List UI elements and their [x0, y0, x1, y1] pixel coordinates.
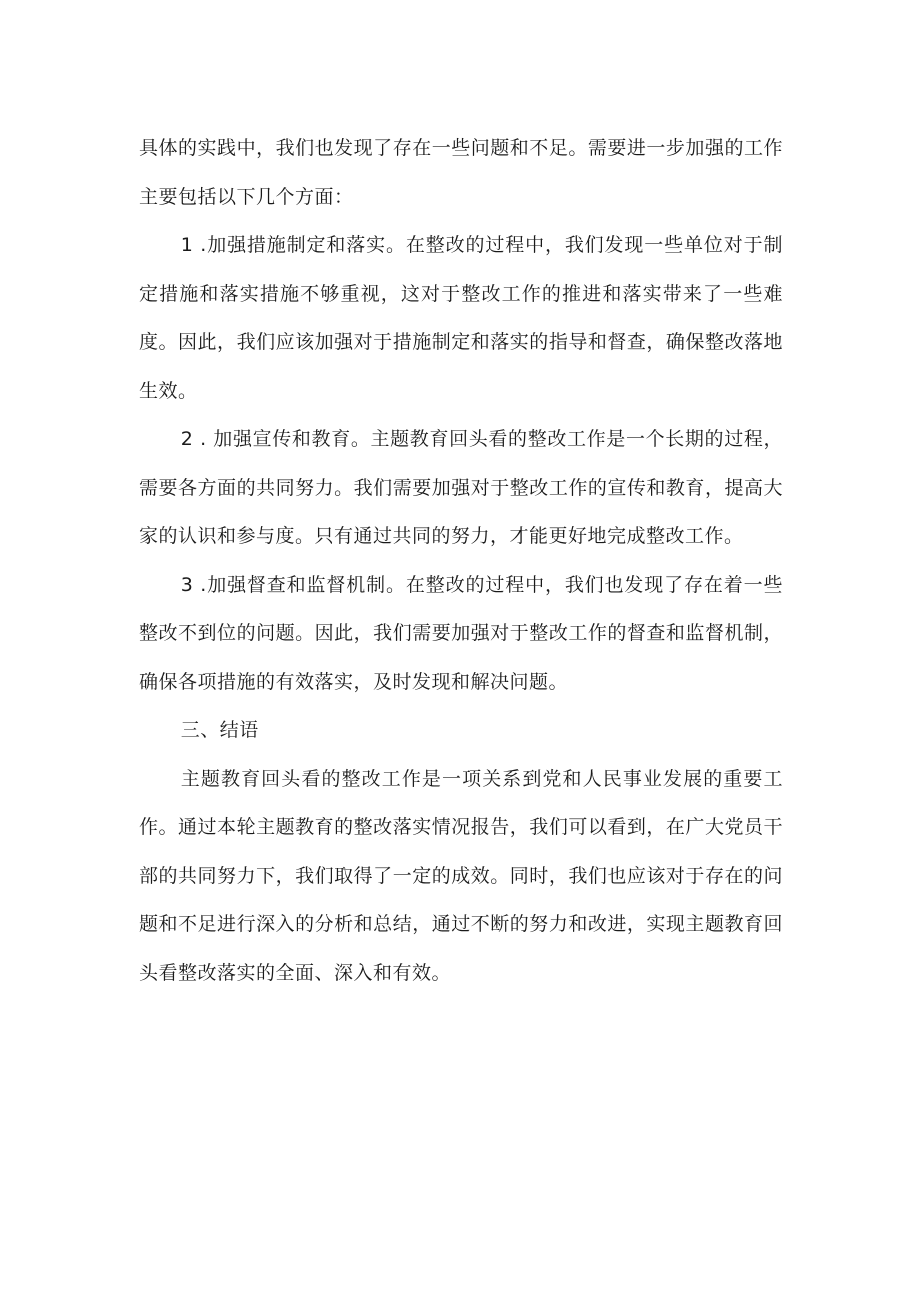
paragraph-continuation: 具体的实践中，我们也发现了存在一些问题和不足。需要进一步加强的工作主要包括以下几个方面： [139, 137, 783, 208]
paragraph-item-3: 3 .加强督查和监督机制。在整改的过程中，我们也发现了存在着一些整改不到位的问题。因此，我们需要加强对于整改工作的督查和监督机制，确保各项措施的有效落实，及时发现和解决问题。 [139, 573, 783, 693]
document-body [139, 124, 783, 997]
section-heading-conclusion: 三、结语 [180, 719, 259, 741]
paragraph-conclusion: 主题教育回头看的整改工作是一项关系到党和人民事业发展的重要工作。通过本轮主题教育的整改落实情况报告，我们可以看到，在广大党员干部的共同努力下，我们取得了一定的成效。同时，我们也应该对于存在的问题和不足进行深入的分析和总结，通过不断的努力和改进，实现主题教育回头看整改落实的全面、深入和有效。 [139, 767, 783, 984]
paragraph-item-2: 2 . 加强宣传和教育。主题教育回头看的整改工作是一个长期的过程，需要各方面的共同努力。我们需要加强对于整改工作的宣传和教育，提高大家的认识和参与度。只有通过共同的努力，才能更好地完成整改工作。 [139, 428, 783, 547]
paragraph-item-1: 1 .加强措施制定和落实。在整改的过程中，我们发现一些单位对于制定措施和落实措施不够重视，这对于整改工作的推进和落实带来了一些难度。因此，我们应该加强对于措施制定和落实的指导和督查，确保整改落地生效。 [139, 234, 783, 402]
